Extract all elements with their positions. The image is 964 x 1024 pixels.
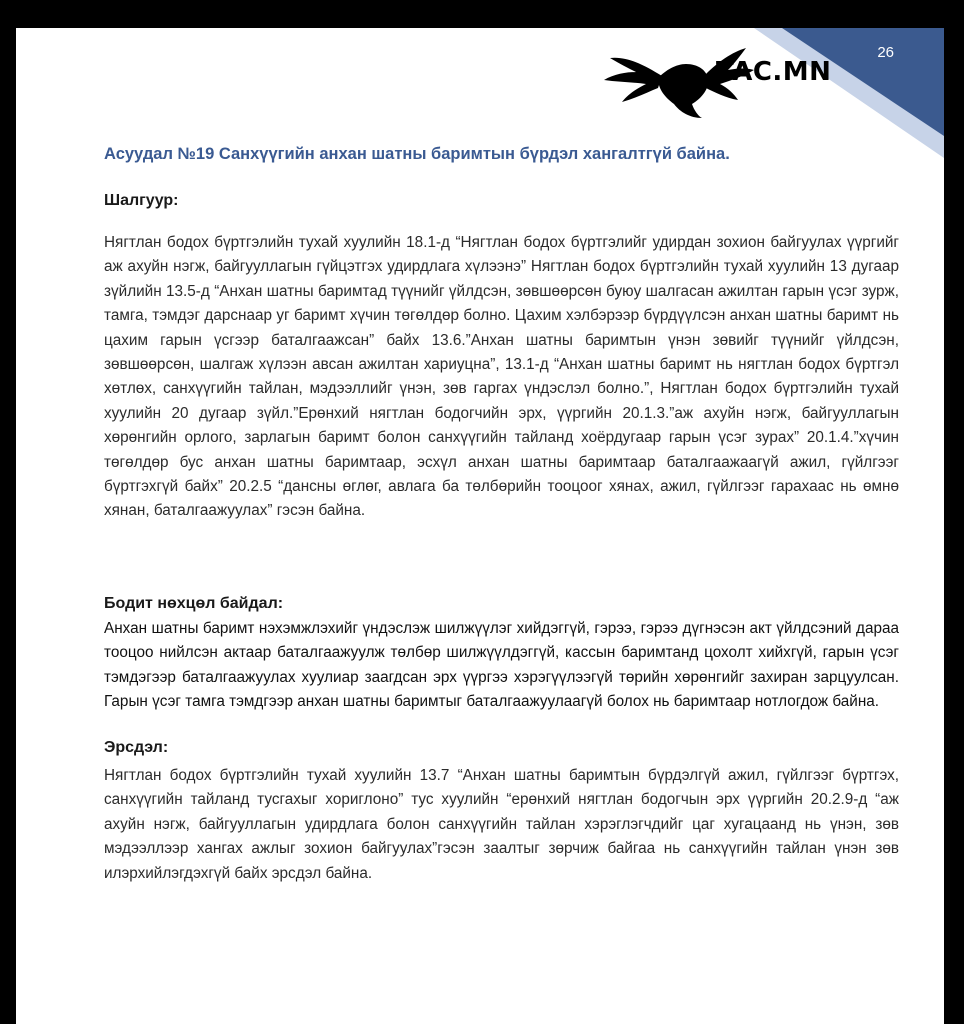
actual-paragraph <box>104 617 899 715</box>
issue-heading: Асуудал №19 Санхүүгийн анхан шатны баримтын бүрдэл хангалтгүй байна. <box>104 145 730 163</box>
criteria-label: Шалгуур: <box>104 192 179 209</box>
document-page <box>16 28 944 1024</box>
logo-text: TAC.MN <box>716 57 832 87</box>
risk-paragraph <box>104 764 899 886</box>
risk-text: Нягтлан бодох бүртгэлийн тухай хуулийн 13.7 “Анхан шатны баримтын бүрдэлгүй ажил, гүйлгээг бүртгэх, санхүүгийн тайланд тусгахыг хориглоно” тус хуулийн “ерөнхий нягтлан бодогчын эрх үүргийн 20.2.9-д “аж ахуйн нэгж, байгууллагын удирдлага болон санхүүгийн тайлан хэрэглэгчдийг цаг хугацаанд нь үнэн, зөв мэдээллээр хангах ажлыг зохион байгуулах”гэсэн заалтыг зөрчиж байгаа нь санхүүгийн тайлан үнэн зөв илэрхийлэгдэхгүй байх эрсдэл байна. <box>104 767 899 882</box>
page-number: 26 <box>877 44 894 61</box>
criteria-paragraph <box>104 231 899 524</box>
actual-label: Бодит нөхцөл байдал: <box>104 595 284 612</box>
risk-label: Эрсдэл: <box>104 739 169 756</box>
actual-text: Анхан шатны баримт нэхэмжлэхийг үндэслэж шилжүүлэг хийдэггүй, гэрээ, гэрээ дүгнэсэн акт үйлдсэний дараа тооцоо нийлсэн актаар баталгаажуулж төлбөр шилжүүлдэггүй, кассын баримтанд цохолт хийхгүй, гарын үсэг тэмдэгээр баталгаажуулах хуулиар заагдсан эрх үүргээ хэрэгүүлээгүй төрийн хөрөнгийг захиран зарцуулсан. Гарын үсэг тамга тэмдгээр анхан шатны баримтыг баталгаажуулаагүй болох нь баримтаар нотлогдож байна. <box>104 620 899 711</box>
criteria-text: Нягтлан бодох бүртгэлийн тухай хуулийн 18.1-д “Нягтлан бодох бүртгэлийг удирдан зохион байгуулах үүргийг аж ахуйн нэгж, байгууллагын гүйцэтгэх удирдлага хүлээнэ” Нягтлан бодох бүртгэлийн тухай хуулийн 13 дугаар зүйлийн 13.5-д “Анхан шатны баримтад түүнийг үйлдсэн, зөвшөөрсөн буюу шалгасан ажилтан гарын үсэг зурж, тамга, тэмдэг дарснаар уг баримт хүчин төгөлдөр болно. Цахим хэлбэрээр бүрдүүлсэн анхан шатны баримт нь цахим гарын үсгээр баталгаажсан” байх 13.6.”Анхан шатны баримтын үнэн зөвийг түүнийг үйлдсэн, зөвшөөрсөн, шалгаж хүлээн авсан ажилтан хариуцна”, 13.1-д “Анхан шатны баримт нь нягтлан бодох бүртгэл хөтлөх, санхүүгийн тайлан, мэдээллийг үнэн, зөв гаргах үндэслэл болно.”, Нягтлан бодох бүртгэлийн тухай хуулийн 20 дугаар зүйл.”Ерөнхий нягтлан бодогчийн эрх, үүргийн 20.1.3.”аж ахуйн нэгж, байгууллагын хөрөнгийн орлого, зарлагын баримт болон санхүүгийн тайланд хоёрдугаар гарын үсэг зурах” 20.1.4.”хүчин төгөлдөр бус анхан шатны баримтаар, эсхүл анхан шатны баримтаар баталгаажаагүй ажил, гүйлгээг бүртгэхгүй байх” 20.2.5 “дансны өглөг, авлага ба төлбөрийн тооцоог хянах, ажил, гүйлгээг гарахаас нь өмнө хянан, баталгаажуулах” гэсэн байна. <box>104 234 899 520</box>
